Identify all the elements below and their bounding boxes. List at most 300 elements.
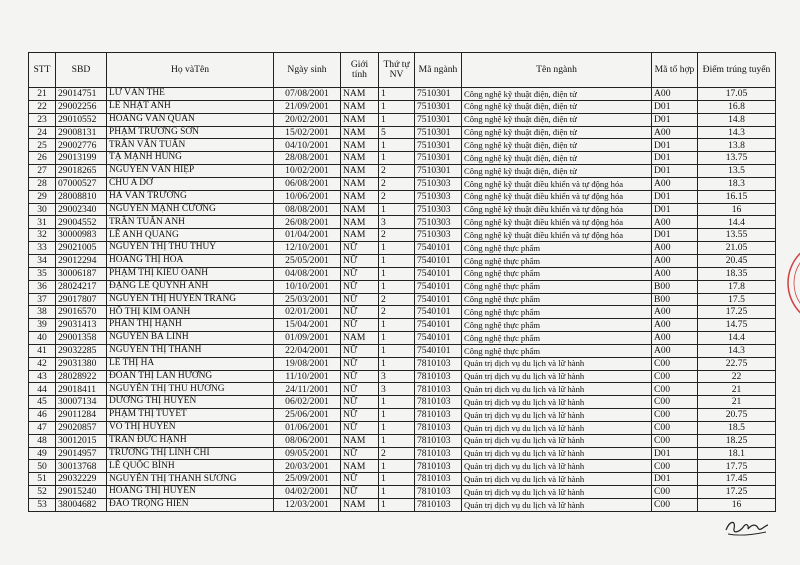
cell-major-code: 7510301 [415,100,462,113]
cell-score: 18.25 [698,434,776,447]
cell-score: 21 [698,396,776,409]
cell-priority: 1 [379,421,415,434]
cell-subject-combo: A00 [652,88,698,101]
cell-subject-combo: A00 [652,216,698,229]
table-row [29,332,776,345]
cell-sbd: 29016570 [56,306,107,319]
cell-score: 18.1 [698,447,776,460]
cell-gender: NỮ [341,383,379,396]
table-row [29,100,776,113]
cell-priority: 2 [379,293,415,306]
cell-score: 16.15 [698,190,776,203]
cell-dob: 15/02/2001 [274,126,341,139]
cell-sbd: 29014957 [56,447,107,460]
cell-major-code: 7810103 [415,447,462,460]
cell-dob: 28/08/2001 [274,152,341,165]
cell-sbd: 30013768 [56,460,107,473]
cell-priority: 1 [379,319,415,332]
cell-name: LÊ NHẬT ANH [107,100,274,113]
cell-sbd: 29018265 [56,165,107,178]
cell-major-code: 7810103 [415,357,462,370]
header-name: Họ vàTên [107,53,274,88]
cell-name: PHẠM THỊ KIỀU OANH [107,267,274,280]
cell-score: 21.05 [698,242,776,255]
cell-gender: NỮ [341,421,379,434]
cell-stt: 37 [29,293,56,306]
cell-major-name: Công nghệ kỹ thuật điện, điện tử [462,165,652,178]
cell-major-name: Quản trị dịch vụ du lịch và lữ hành [462,434,652,447]
cell-major-code: 7510303 [415,203,462,216]
cell-sbd: 29010552 [56,113,107,126]
cell-score: 22 [698,370,776,383]
cell-score: 14.3 [698,126,776,139]
cell-priority: 2 [379,177,415,190]
cell-dob: 21/09/2001 [274,100,341,113]
cell-sbd: 29013199 [56,152,107,165]
cell-dob: 08/06/2001 [274,434,341,447]
cell-stt: 32 [29,229,56,242]
cell-stt: 48 [29,434,56,447]
cell-score: 16.8 [698,100,776,113]
cell-gender: NỮ [341,254,379,267]
cell-name: TẠ MẠNH HÙNG [107,152,274,165]
table-header-row [29,53,776,88]
cell-score: 14.3 [698,344,776,357]
cell-name: ĐÀO TRỌNG HIỂN [107,499,274,512]
cell-gender: NỮ [341,396,379,409]
cell-stt: 24 [29,126,56,139]
header-sbd: SBD [56,53,107,88]
cell-subject-combo: C00 [652,434,698,447]
cell-sbd: 29014751 [56,88,107,101]
cell-subject-combo: C00 [652,499,698,512]
cell-sbd: 29017807 [56,293,107,306]
cell-subject-combo: C00 [652,486,698,499]
cell-subject-combo: C00 [652,357,698,370]
cell-dob: 02/01/2001 [274,306,341,319]
cell-gender: NAM [341,177,379,190]
cell-priority: 2 [379,165,415,178]
signature-mark [722,512,772,542]
cell-major-name: Công nghệ kỹ thuật điện, điện tử [462,88,652,101]
cell-priority: 1 [379,139,415,152]
cell-gender: NAM [341,460,379,473]
table-row [29,306,776,319]
table-row [29,383,776,396]
cell-priority: 2 [379,190,415,203]
cell-score: 18.3 [698,177,776,190]
cell-gender: NAM [341,113,379,126]
cell-gender: NAM [341,100,379,113]
cell-dob: 24/11/2001 [274,383,341,396]
cell-gender: NAM [341,216,379,229]
cell-name: TRƯƠNG THỊ LINH CHI [107,447,274,460]
table-row [29,460,776,473]
cell-sbd: 30007134 [56,396,107,409]
cell-sbd: 29021005 [56,242,107,255]
cell-major-name: Công nghệ kỹ thuật điều khiển và tự động hóa [462,229,652,242]
cell-dob: 01/06/2001 [274,421,341,434]
cell-subject-combo: D01 [652,139,698,152]
cell-name: TRẦN VĂN TUẤN [107,139,274,152]
cell-subject-combo: C00 [652,370,698,383]
cell-gender: NỮ [341,344,379,357]
table-row [29,139,776,152]
cell-major-code: 7810103 [415,460,462,473]
cell-priority: 1 [379,113,415,126]
cell-gender: NAM [341,203,379,216]
cell-dob: 25/06/2001 [274,409,341,422]
cell-gender: NỮ [341,409,379,422]
cell-gender: NAM [341,499,379,512]
cell-subject-combo: C00 [652,421,698,434]
cell-score: 22.75 [698,357,776,370]
cell-stt: 34 [29,254,56,267]
cell-major-code: 7510301 [415,126,462,139]
cell-stt: 51 [29,473,56,486]
admission-results-sheet [28,52,775,512]
cell-score: 17.75 [698,460,776,473]
cell-stt: 42 [29,357,56,370]
cell-stt: 41 [29,344,56,357]
cell-major-name: Công nghệ kỹ thuật điện, điện tử [462,100,652,113]
cell-score: 13.55 [698,229,776,242]
cell-major-code: 7510301 [415,88,462,101]
table-row [29,152,776,165]
cell-name: ĐOÀN THỊ LAN HƯƠNG [107,370,274,383]
cell-major-code: 7540101 [415,242,462,255]
cell-name: NGUYỄN THỊ THU THỦY [107,242,274,255]
cell-sbd: 29032285 [56,344,107,357]
cell-name: HOÀNG THỊ HÒA [107,254,274,267]
cell-score: 13.5 [698,165,776,178]
cell-name: NGUYỄN THỊ THU HƯƠNG [107,383,274,396]
cell-subject-combo: D01 [652,100,698,113]
cell-score: 17.45 [698,473,776,486]
cell-stt: 52 [29,486,56,499]
cell-major-name: Quản trị dịch vụ du lịch và lữ hành [462,383,652,396]
header-dob: Ngày sinh [274,53,341,88]
cell-major-code: 7510301 [415,113,462,126]
cell-gender: NỮ [341,357,379,370]
table-row [29,499,776,512]
cell-major-code: 7540101 [415,332,462,345]
cell-sbd: 38004682 [56,499,107,512]
cell-stt: 39 [29,319,56,332]
cell-dob: 10/10/2001 [274,280,341,293]
table-row [29,409,776,422]
cell-dob: 04/10/2001 [274,139,341,152]
cell-dob: 26/08/2001 [274,216,341,229]
cell-priority: 3 [379,216,415,229]
cell-name: HÀ VĂN TRƯỜNG [107,190,274,203]
cell-subject-combo: A00 [652,242,698,255]
cell-priority: 1 [379,473,415,486]
cell-major-code: 7810103 [415,434,462,447]
cell-gender: NAM [341,165,379,178]
cell-sbd: 28024217 [56,280,107,293]
cell-stt: 45 [29,396,56,409]
cell-score: 14.75 [698,319,776,332]
cell-score: 14.4 [698,216,776,229]
cell-major-name: Công nghệ kỹ thuật điện, điện tử [462,139,652,152]
cell-name: DƯƠNG THỊ HUYỀN [107,396,274,409]
cell-major-name: Quản trị dịch vụ du lịch và lữ hành [462,396,652,409]
cell-subject-combo: A00 [652,344,698,357]
cell-score: 21 [698,383,776,396]
cell-dob: 09/05/2001 [274,447,341,460]
header-gender: Giới tính [341,53,379,88]
cell-major-code: 7510303 [415,177,462,190]
cell-sbd: 29002340 [56,203,107,216]
cell-stt: 47 [29,421,56,434]
cell-priority: 3 [379,370,415,383]
cell-sbd: 28008810 [56,190,107,203]
cell-major-name: Quản trị dịch vụ du lịch và lữ hành [462,421,652,434]
cell-stt: 23 [29,113,56,126]
cell-stt: 26 [29,152,56,165]
cell-major-code: 7510303 [415,216,462,229]
cell-sbd: 07000527 [56,177,107,190]
cell-name: NGUYỄN THỊ HUYỀN TRANG [107,293,274,306]
cell-major-name: Công nghệ thực phẩm [462,254,652,267]
cell-major-code: 7810103 [415,421,462,434]
cell-priority: 1 [379,460,415,473]
cell-priority: 1 [379,267,415,280]
cell-name: HOÀNG VĂN QUÂN [107,113,274,126]
cell-priority: 1 [379,434,415,447]
cell-subject-combo: C00 [652,460,698,473]
table-row [29,177,776,190]
cell-gender: NAM [341,88,379,101]
cell-gender: NỮ [341,473,379,486]
cell-dob: 08/08/2001 [274,203,341,216]
cell-major-name: Công nghệ kỹ thuật điều khiển và tự động hóa [462,203,652,216]
cell-name: HỒ THỊ KIM OANH [107,306,274,319]
cell-subject-combo: A00 [652,332,698,345]
table-row [29,293,776,306]
cell-dob: 25/09/2001 [274,473,341,486]
cell-major-code: 7540101 [415,344,462,357]
cell-name: ĐẶNG LÊ QUỲNH ANH [107,280,274,293]
cell-dob: 10/02/2001 [274,165,341,178]
table-row [29,357,776,370]
cell-subject-combo: A00 [652,319,698,332]
cell-priority: 2 [379,306,415,319]
cell-major-code: 7540101 [415,319,462,332]
cell-stt: 38 [29,306,56,319]
cell-priority: 1 [379,203,415,216]
cell-score: 20.45 [698,254,776,267]
cell-subject-combo: A00 [652,267,698,280]
cell-sbd: 29032229 [56,473,107,486]
cell-dob: 01/04/2001 [274,229,341,242]
cell-gender: NAM [341,332,379,345]
table-row [29,421,776,434]
cell-stt: 31 [29,216,56,229]
red-stamp-edge [782,238,800,328]
cell-sbd: 29031413 [56,319,107,332]
cell-priority: 5 [379,126,415,139]
cell-major-name: Công nghệ thực phẩm [462,306,652,319]
cell-name: NGUYỄN BÁ LINH [107,332,274,345]
cell-priority: 1 [379,486,415,499]
cell-gender: NỮ [341,370,379,383]
cell-stt: 36 [29,280,56,293]
cell-dob: 04/02/2001 [274,486,341,499]
cell-stt: 28 [29,177,56,190]
cell-major-code: 7810103 [415,383,462,396]
cell-dob: 19/08/2001 [274,357,341,370]
cell-dob: 15/04/2001 [274,319,341,332]
cell-major-name: Quản trị dịch vụ du lịch và lữ hành [462,409,652,422]
cell-name: NGUYỄN THỊ THANH SƯƠNG [107,473,274,486]
cell-major-name: Công nghệ thực phẩm [462,293,652,306]
cell-score: 20.75 [698,409,776,422]
cell-score: 16 [698,203,776,216]
cell-major-name: Công nghệ thực phẩm [462,242,652,255]
header-major-name: Tên ngành [462,53,652,88]
table-row [29,447,776,460]
cell-subject-combo: B00 [652,293,698,306]
cell-major-code: 7540101 [415,280,462,293]
cell-dob: 25/03/2001 [274,293,341,306]
cell-name: TRẦN TUẤN ANH [107,216,274,229]
cell-major-name: Công nghệ thực phẩm [462,319,652,332]
cell-name: CHU A DƠ [107,177,274,190]
cell-gender: NỮ [341,486,379,499]
cell-stt: 21 [29,88,56,101]
cell-score: 14.4 [698,332,776,345]
cell-gender: NỮ [341,319,379,332]
cell-gender: NỮ [341,280,379,293]
cell-name: PHAN THỊ HẠNH [107,319,274,332]
cell-sbd: 30000983 [56,229,107,242]
cell-major-code: 7510301 [415,139,462,152]
cell-name: HOÀNG THỊ HUYỀN [107,486,274,499]
header-subject-combo: Mã tổ hợp [652,53,698,88]
cell-priority: 1 [379,357,415,370]
cell-major-code: 7540101 [415,254,462,267]
cell-priority: 2 [379,229,415,242]
cell-major-name: Quản trị dịch vụ du lịch và lữ hành [462,357,652,370]
table-row [29,370,776,383]
cell-major-name: Công nghệ kỹ thuật điện, điện tử [462,152,652,165]
cell-priority: 1 [379,280,415,293]
cell-priority: 1 [379,409,415,422]
cell-dob: 10/06/2001 [274,190,341,203]
cell-sbd: 29011284 [56,409,107,422]
cell-stt: 53 [29,499,56,512]
cell-major-code: 7810103 [415,473,462,486]
cell-score: 13.75 [698,152,776,165]
cell-major-name: Quản trị dịch vụ du lịch và lữ hành [462,447,652,460]
cell-major-name: Quản trị dịch vụ du lịch và lữ hành [462,460,652,473]
cell-major-name: Công nghệ thực phẩm [462,267,652,280]
table-row [29,280,776,293]
cell-major-name: Công nghệ thực phẩm [462,332,652,345]
cell-dob: 20/02/2001 [274,113,341,126]
table-row [29,396,776,409]
cell-priority: 1 [379,88,415,101]
cell-score: 16 [698,499,776,512]
header-major-code: Mã ngành [415,53,462,88]
cell-sbd: 29015240 [56,486,107,499]
cell-sbd: 29020857 [56,421,107,434]
cell-subject-combo: A00 [652,306,698,319]
cell-gender: NỮ [341,267,379,280]
cell-name: PHẠM TRƯỜNG SƠN [107,126,274,139]
table-row [29,434,776,447]
cell-stt: 35 [29,267,56,280]
cell-score: 18.5 [698,421,776,434]
header-priority: Thứ tự NV [379,53,415,88]
cell-major-name: Quản trị dịch vụ du lịch và lữ hành [462,486,652,499]
cell-priority: 1 [379,499,415,512]
cell-major-code: 7510303 [415,229,462,242]
cell-priority: 3 [379,383,415,396]
cell-stt: 22 [29,100,56,113]
cell-subject-combo: D01 [652,447,698,460]
cell-major-name: Quản trị dịch vụ du lịch và lữ hành [462,473,652,486]
cell-major-name: Công nghệ kỹ thuật điện, điện tử [462,113,652,126]
cell-gender: NAM [341,229,379,242]
cell-major-name: Công nghệ kỹ thuật điều khiển và tự động hóa [462,216,652,229]
cell-gender: NỮ [341,242,379,255]
cell-gender: NAM [341,139,379,152]
cell-priority: 1 [379,344,415,357]
cell-sbd: 30006187 [56,267,107,280]
cell-major-code: 7810103 [415,370,462,383]
cell-score: 17.25 [698,486,776,499]
cell-sbd: 29002256 [56,100,107,113]
cell-gender: NAM [341,126,379,139]
cell-major-name: Công nghệ kỹ thuật điện, điện tử [462,126,652,139]
cell-stt: 50 [29,460,56,473]
cell-name: LÊ QUỐC BÌNH [107,460,274,473]
cell-major-code: 7810103 [415,486,462,499]
cell-score: 17.05 [698,88,776,101]
cell-name: LÊ ANH QUANG [107,229,274,242]
cell-dob: 07/08/2001 [274,88,341,101]
table-row [29,203,776,216]
cell-stt: 43 [29,370,56,383]
table-body [29,88,776,512]
cell-subject-combo: B00 [652,280,698,293]
cell-subject-combo: D01 [652,113,698,126]
cell-subject-combo: C00 [652,396,698,409]
cell-sbd: 29002776 [56,139,107,152]
cell-sbd: 29008131 [56,126,107,139]
table-row [29,319,776,332]
cell-major-name: Công nghệ thực phẩm [462,344,652,357]
cell-name: NGUYỄN VĂN HIỆP [107,165,274,178]
cell-dob: 22/04/2001 [274,344,341,357]
table-row [29,254,776,267]
cell-stt: 29 [29,190,56,203]
cell-name: VÕ THỊ HUYỀN [107,421,274,434]
cell-dob: 12/03/2001 [274,499,341,512]
cell-priority: 1 [379,242,415,255]
cell-priority: 1 [379,152,415,165]
cell-priority: 2 [379,447,415,460]
cell-dob: 06/08/2001 [274,177,341,190]
cell-dob: 20/03/2001 [274,460,341,473]
cell-priority: 1 [379,100,415,113]
cell-major-code: 7810103 [415,409,462,422]
header-stt: STT [29,53,56,88]
cell-major-code: 7540101 [415,306,462,319]
